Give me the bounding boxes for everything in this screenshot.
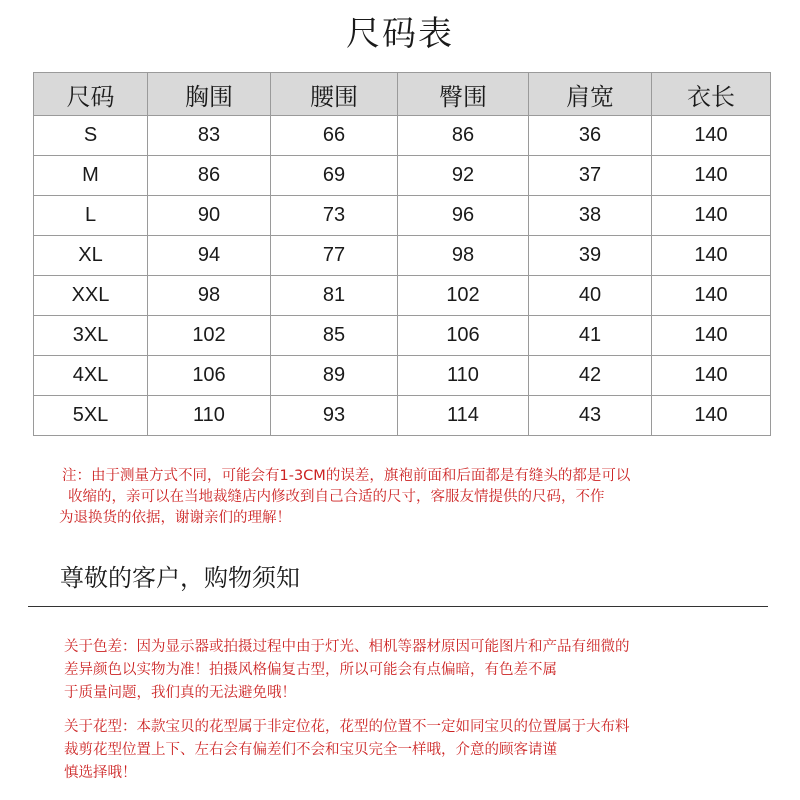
note-line: 注：由于测量方式不同，可能会有1-3CM的误差，旗袍前面和后面都是有缝头的都是可以 (62, 468, 631, 484)
notice-line: 于质量问题，我们真的无法避免哦！ (64, 685, 296, 701)
cell-length: 140 (652, 396, 771, 436)
page-title: 尺码表 (346, 14, 454, 54)
header-bust: 胸围 (148, 73, 271, 116)
cell-length: 140 (652, 356, 771, 396)
cell-hip: 114 (398, 396, 529, 436)
cell-bust: 86 (148, 156, 271, 196)
cell-size: 5XL (34, 396, 148, 436)
cell-waist: 93 (271, 396, 398, 436)
notice-line: 关于色差：因为显示器或拍摄过程中由于灯光、相机等器材原因可能图片和产品有细微的 (64, 639, 630, 655)
cell-size: 3XL (34, 316, 148, 356)
table-row (34, 276, 771, 316)
cell-length: 140 (652, 236, 771, 276)
cell-shoulder: 42 (529, 356, 652, 396)
note-line: 为退换货的依据，谢谢亲们的理解！ (59, 510, 291, 526)
cell-waist: 66 (271, 116, 398, 156)
table-row (34, 236, 771, 276)
table-row (34, 116, 771, 156)
cell-bust: 106 (148, 356, 271, 396)
header-hip: 臀围 (398, 73, 529, 116)
cell-shoulder: 39 (529, 236, 652, 276)
cell-hip: 110 (398, 356, 529, 396)
cell-length: 140 (652, 116, 771, 156)
cell-bust: 110 (148, 396, 271, 436)
cell-waist: 81 (271, 276, 398, 316)
table-header-row (34, 73, 771, 116)
cell-hip: 92 (398, 156, 529, 196)
cell-hip: 98 (398, 236, 529, 276)
table-row (34, 396, 771, 436)
cell-waist: 85 (271, 316, 398, 356)
cell-size: M (34, 156, 148, 196)
color-difference-notice (64, 636, 764, 705)
header-size: 尺码 (34, 73, 148, 116)
cell-length: 140 (652, 156, 771, 196)
cell-size: XL (34, 236, 148, 276)
cell-size: S (34, 116, 148, 156)
cell-waist: 77 (271, 236, 398, 276)
cell-length: 140 (652, 276, 771, 316)
cell-length: 140 (652, 196, 771, 236)
cell-waist: 73 (271, 196, 398, 236)
cell-hip: 86 (398, 116, 529, 156)
cell-shoulder: 37 (529, 156, 652, 196)
cell-bust: 90 (148, 196, 271, 236)
table-row (34, 156, 771, 196)
cell-shoulder: 40 (529, 276, 652, 316)
cell-size: XXL (34, 276, 148, 316)
cell-size: 4XL (34, 356, 148, 396)
cell-shoulder: 36 (529, 116, 652, 156)
cell-waist: 89 (271, 356, 398, 396)
table-row (34, 196, 771, 236)
size-chart-table (33, 72, 771, 436)
cell-size: L (34, 196, 148, 236)
cell-shoulder: 38 (529, 196, 652, 236)
pattern-notice (64, 716, 764, 785)
section-divider (28, 606, 768, 607)
notice-line: 差异颜色以实物为准！拍摄风格偏复古型，所以可能会有点偏暗，有色差不属 (64, 662, 557, 678)
notice-line: 裁剪花型位置上下、左右会有偏差们不会和宝贝完全一样哦，介意的顾客请谨 (64, 742, 557, 758)
cell-hip: 102 (398, 276, 529, 316)
shopping-notice-title: 尊敬的客户，购物须知 (60, 564, 300, 592)
cell-hip: 106 (398, 316, 529, 356)
table-row (34, 316, 771, 356)
cell-waist: 69 (271, 156, 398, 196)
cell-length: 140 (652, 316, 771, 356)
notice-line: 关于花型：本款宝贝的花型属于非定位花，花型的位置不一定如同宝贝的位置属于大布料 (64, 719, 630, 735)
header-length: 衣长 (652, 73, 771, 116)
cell-bust: 83 (148, 116, 271, 156)
note-line: 收缩的，亲可以在当地裁缝店内修改到自己合适的尺寸，客服友情提供的尺码，不作 (68, 489, 605, 505)
header-waist: 腰围 (271, 73, 398, 116)
cell-bust: 98 (148, 276, 271, 316)
cell-hip: 96 (398, 196, 529, 236)
cell-bust: 102 (148, 316, 271, 356)
measurement-note (59, 466, 752, 529)
cell-shoulder: 43 (529, 396, 652, 436)
notice-line: 慎选择哦！ (64, 765, 137, 781)
table-row (34, 356, 771, 396)
header-shoulder: 肩宽 (529, 73, 652, 116)
cell-bust: 94 (148, 236, 271, 276)
cell-shoulder: 41 (529, 316, 652, 356)
